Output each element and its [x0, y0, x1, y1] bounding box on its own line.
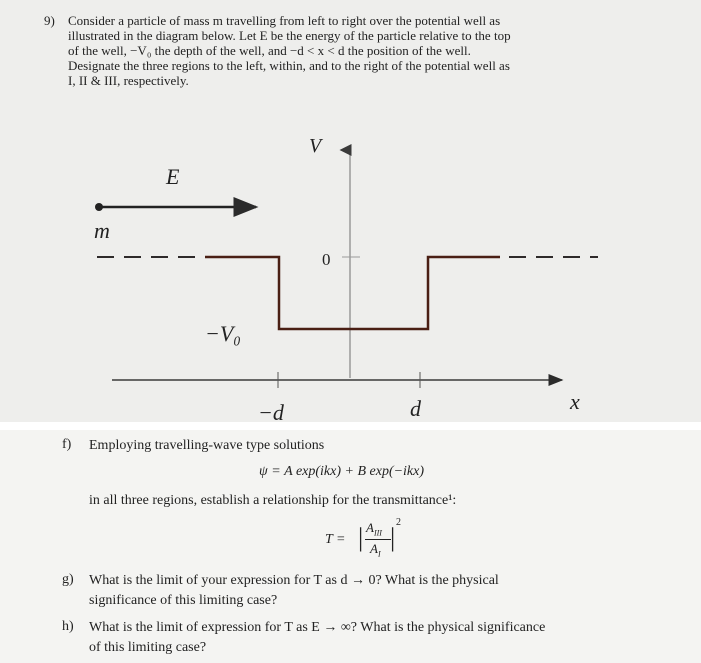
label-d: d: [410, 396, 421, 421]
part-h-text-2: of this limiting case?: [89, 640, 207, 655]
question-line-1: Consider a particle of mass m travelling from left to right over the potential well as: [68, 13, 501, 28]
part-h-label: h): [62, 619, 74, 634]
zero-label: 0: [322, 250, 331, 269]
transmittance-formula: [325, 517, 415, 562]
x-axis-label: x: [570, 389, 580, 414]
potential-well: [205, 257, 500, 329]
part-f-text-2: in all three regions, establish a relationship for the transmittance¹:: [89, 493, 457, 508]
fraction-bar: [365, 539, 391, 540]
label-minus-d: −d: [258, 400, 284, 422]
t-lhs: T =: [325, 532, 346, 547]
abs-bar-left: |: [358, 523, 364, 552]
question-line-5: I, II & III, respectively.: [68, 73, 189, 88]
abs-bar-right: |: [390, 523, 396, 552]
question-line-4: Designate the three regions to the left, within, and to the right of the potential well as: [68, 58, 510, 73]
part-h-text-1: What is the limit of expression for T as E → ∞? What is the physical significance: [89, 620, 546, 635]
part-g-text-1: What is the limit of your expression for T as d → 0? What is the physical: [89, 573, 499, 588]
part-f-text-1: Employing travelling-wave type solutions: [89, 438, 325, 453]
energy-label: E: [166, 164, 180, 189]
question-number: 9): [44, 13, 55, 28]
question-line-3: of the well, −V₀ the depth of the well, and −d < x < d the position of the well.: [68, 43, 471, 58]
v-axis-label: V: [309, 135, 322, 157]
t-exponent: 2: [396, 517, 401, 528]
depth-label: −V₀: [205, 321, 241, 346]
question-line-2: illustrated in the diagram below. Let E be the energy of the particle relative to the top: [68, 28, 511, 43]
part-g-text-2: significance of this limiting case?: [89, 593, 278, 608]
part-f-label: f): [62, 437, 72, 452]
t-numerator: $A_{III}$: [366, 520, 382, 538]
wave-equation: ψ = A exp(ikx) + B exp(−ikx): [259, 464, 425, 479]
panel-separator: [0, 422, 701, 430]
t-denominator: $A_I$: [370, 541, 381, 559]
part-g-label: g): [62, 572, 74, 587]
mass-label: m: [94, 218, 110, 243]
